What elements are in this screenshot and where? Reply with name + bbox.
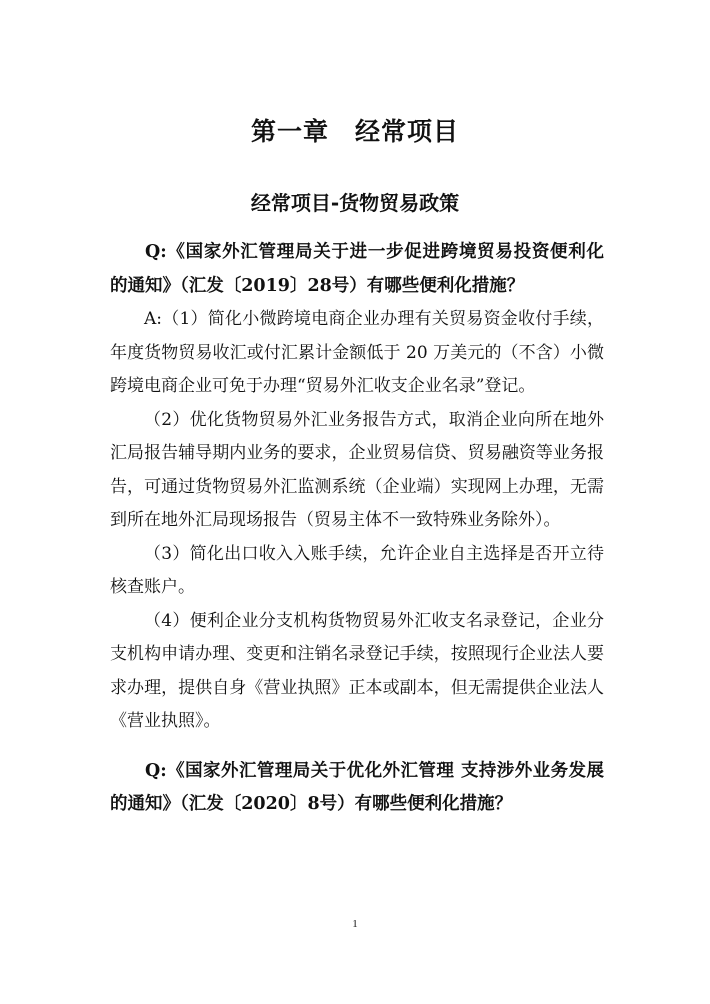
answer-paragraph: A:（1）简化小微跨境电商企业办理有关贸易资金收付手续，年度货物贸易收汇或付汇累计金额低于 20 万美元的（不含）小微跨境电商企业可免于办理“贸易外汇收支企业名录”登记。 [110, 309, 604, 396]
question-paragraph: Q:《国家外汇管理局关于进一步促进跨境贸易投资便利化的通知》（汇发〔2019〕28号）有哪些便利化措施？ [110, 242, 604, 296]
document-body [110, 236, 604, 822]
question-paragraph: Q:《国家外汇管理局关于优化外汇管理 支持涉外业务发展的通知》（汇发〔2020〕8号）有哪些便利化措施？ [110, 760, 604, 814]
answer-paragraph: （2）优化货物贸易外汇业务报告方式，取消企业向所在地外汇局报告辅导期内业务的要求，企业贸易信贷、贸易融资等业务报告，可通过货物贸易外汇监测系统（企业端）实现网上办理，无需到所在地外汇局现场报告（贸易主体不一致特殊业务除外）。 [110, 409, 604, 530]
answer-paragraph: （4）便利企业分支机构货物贸易外汇收支名录登记，企业分支机构申请办理、变更和注销名录登记手续，按照现行企业法人要求办理，提供自身《营业执照》正本或副本，但无需提供企业法人《营业执照》。 [110, 610, 604, 731]
section-title: 经常项目-货物贸易政策 [250, 191, 460, 215]
chapter-title: 第一章 经常项目 [250, 117, 459, 146]
answer-paragraph: （3）简化出口收入入账手续，允许企业自主选择是否开立待核查账户。 [110, 543, 604, 597]
page-number: 1 [352, 918, 358, 930]
